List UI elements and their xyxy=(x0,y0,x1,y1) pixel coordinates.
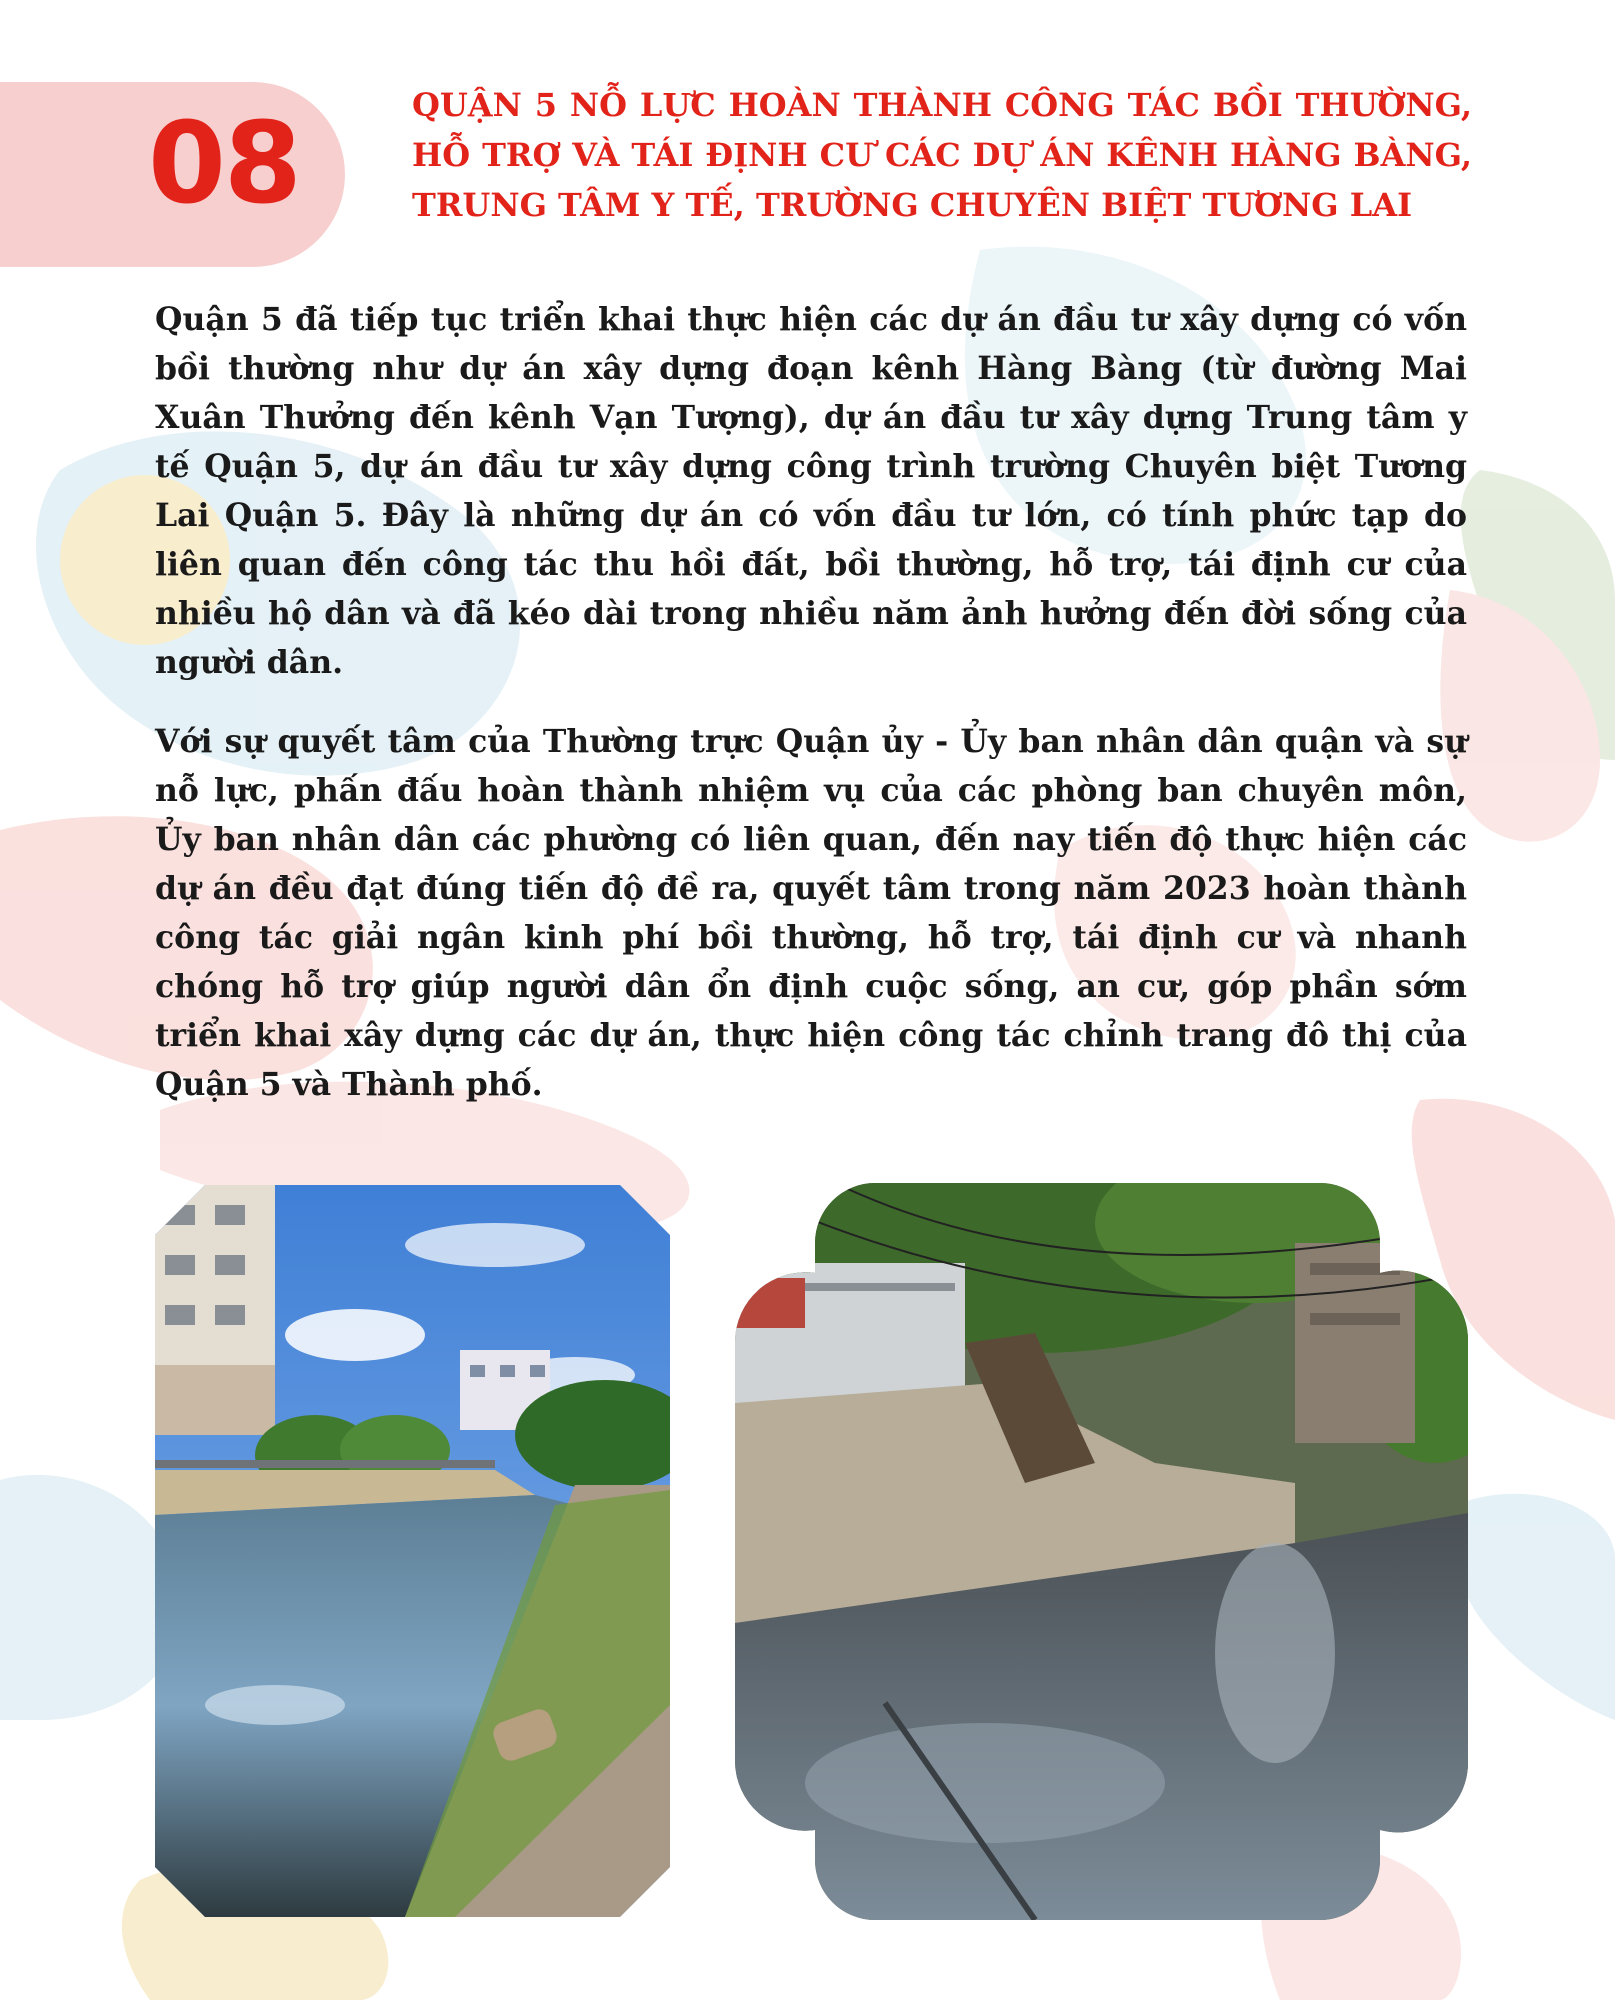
canal-photo-left xyxy=(155,1185,670,1917)
article-body xyxy=(155,295,1467,1139)
section-title: QUẬN 5 NỖ LỰC HOÀN THÀNH CÔNG TÁC BỒI THƯỜNG, HỖ TRỢ VÀ TÁI ĐỊNH CƯ CÁC DỰ ÁN KÊNH HÀNG BÀNG, TRUNG TÂM Y TẾ, TRƯỜNG CHUYÊN BIỆT TƯƠNG LAI xyxy=(412,86,1472,224)
paragraph-1: Quận 5 đã tiếp tục triển khai thực hiện các dự án đầu tư xây dựng có vốn bồi thường như dự án xây dựng đoạn kênh Hàng Bàng (từ đường Mai Xuân Thưởng đến kênh Vạn Tượng), dự án đầu tư xây dựng Trung tâm y tế Quận 5, dự án đầu tư xây dựng công trình trường Chuyên biệt Tương Lai Quận 5. Đây là những dự án có vốn đầu tư lớn, có tính phức tạp do liên quan đến công tác thu hồi đất, bồi thường, hỗ trợ, tái định cư của nhiều hộ dân và đã kéo dài trong nhiều năm ảnh hưởng đến đời sống của người dân. xyxy=(155,301,1467,681)
paragraph-2: Với sự quyết tâm của Thường trực Quận ủy - Ủy ban nhân dân quận và sự nỗ lực, phấn đấu hoàn thành nhiệm vụ của các phòng ban chuyên môn, Ủy ban nhân dân các phường có liên quan, đến nay tiến độ thực hiện các dự án đều đạt đúng tiến độ đề ra, quyết tâm trong năm 2023 hoàn thành công tác giải ngân kinh phí bồi thường, hỗ trợ, tái định cư và nhanh chóng hỗ trợ giúp người dân ổn định cuộc sống, an cư, góp phần sớm triển khai xây dựng các dự án, thực hiện công tác chỉnh trang đô thị của Quận 5 và Thành phố. xyxy=(155,723,1467,1103)
section-number: 08 xyxy=(148,99,300,229)
canal-photo-right xyxy=(735,1183,1468,1920)
